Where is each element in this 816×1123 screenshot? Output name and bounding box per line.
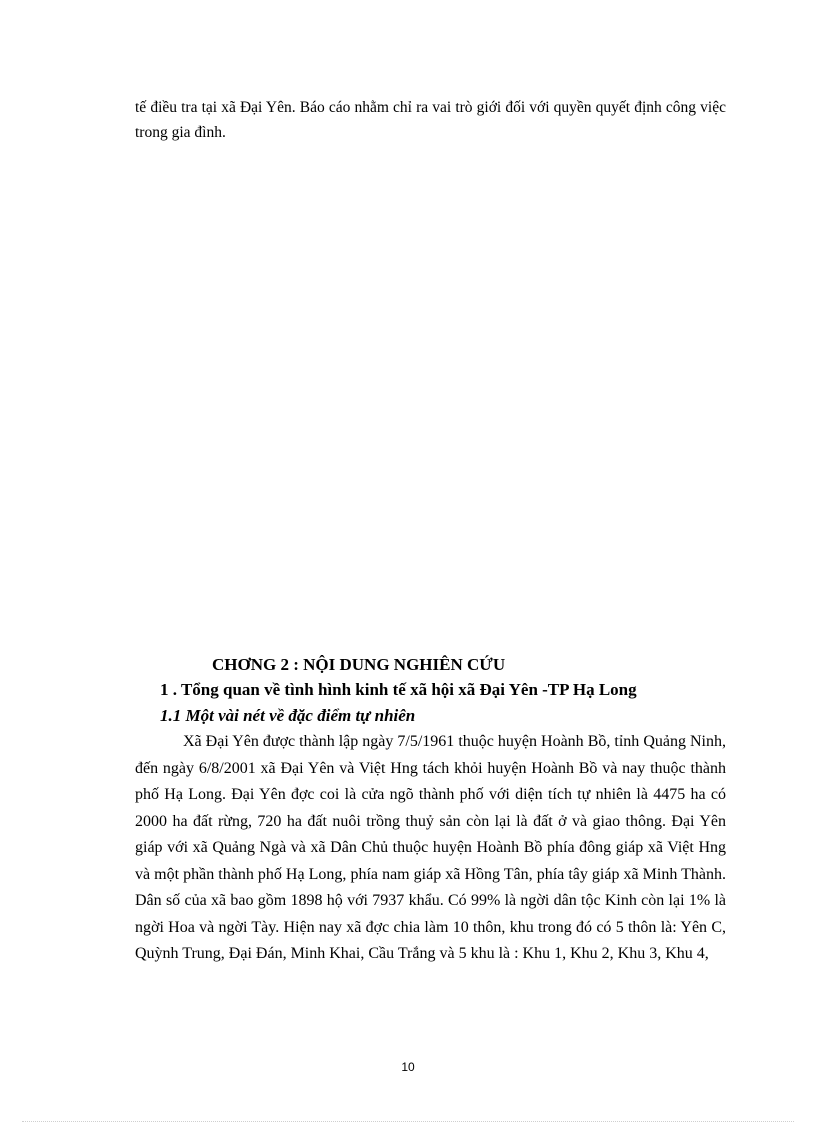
intro-paragraph: tế điều tra tại xã Đại Yên. Báo cáo nhằm chỉ ra vai trò giới đối với quyền quyết định công việc trong gia đình.	[135, 99, 726, 141]
subsection-heading: 1.1 Một vài nét về đặc điểm tự nhiên	[160, 706, 416, 725]
intro-text-block	[135, 95, 726, 145]
section-heading: 1 . Tổng quan về tình hình kinh tế xã hội xã Đại Yên -TP Hạ Long	[160, 680, 637, 699]
page-bottom-divider	[22, 1121, 794, 1122]
body-paragraph: Xã Đại Yên được thành lập ngày 7/5/1961 thuộc huyện Hoành Bồ, tỉnh Quảng Ninh, đến ngày 6/8/2001 xã Đại Yên và Việt Hng tách khỏi huyện Hoành Bồ và nay thuộc thành phố Hạ Long. Đại Yên đợc coi là cửa ngõ thành phố với diện tích tự nhiên là 4475 ha có 2000 ha đất rừng, 720 ha đất nuôi trồng thuỷ sản còn lại là đất ở và giao thông. Đại Yên giáp với xã Quảng Ngà và xã Dân Chủ thuộc huyện Hoành Bồ phía đông giáp xã Việt Hng và một phần thành phố Hạ Long, phía nam giáp xã Hồng Tân, phía tây giáp xã Minh Thành. Dân số của xã bao gồm 1898 hộ với 7937 khẩu. Có 99% là ngời dân tộc Kinh còn lại 1% là ngời Hoa và ngời Tày. Hiện nay xã đợc chia làm 10 thôn, khu trong đó có 5 thôn là: Yên C, Quỳnh Trung, Đại Đán, Minh Khai, Cầu Trắng và 5 khu là : Khu 1, Khu 2, Khu 3, Khu 4,	[135, 733, 726, 962]
page-number: 10	[401, 1060, 415, 1074]
body-text-block	[135, 729, 726, 968]
chapter-heading: CHƠNG 2 : NỘI DUNG NGHIÊN CỨU	[212, 655, 506, 674]
